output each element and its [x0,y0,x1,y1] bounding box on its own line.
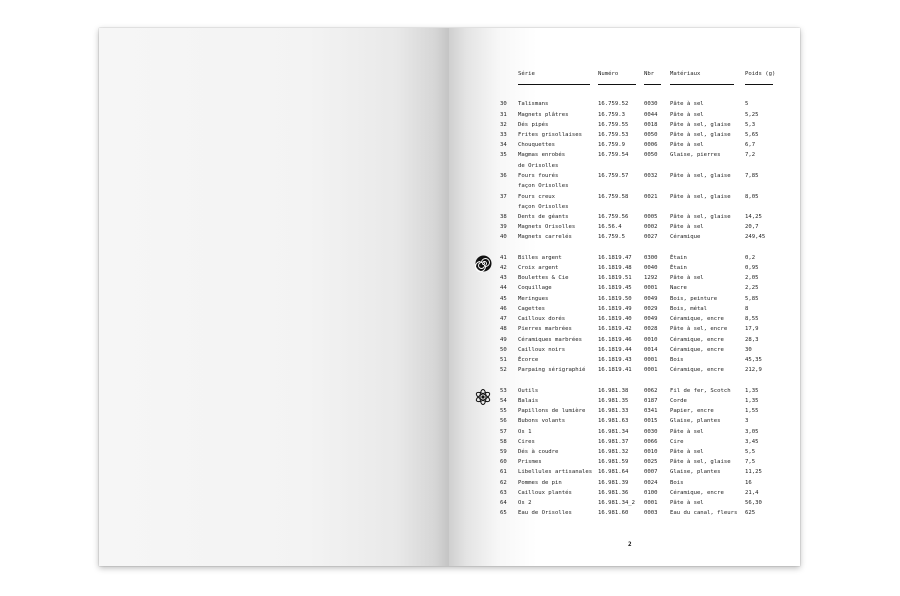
row-nbr: 0187 [644,398,658,404]
row-nbr: 0066 [644,439,658,445]
row-number: 61 [500,469,507,475]
row-serie: Dents de géants [518,214,569,220]
row-numero: 16.981.33 [598,408,629,414]
row-numero: 16.981.38 [598,388,629,394]
row-poids: 249,45 [745,234,766,240]
row-numero: 16.981.36 [598,490,629,496]
row-number: 31 [500,112,507,118]
row-numero: 16.56.4 [598,224,622,230]
row-materiaux: Céramique, encre [670,316,724,322]
row-numero: 16.759.56 [598,214,629,220]
row-serie: façon Orisolles [518,183,569,189]
row-serie: de Orisolles [518,163,559,169]
row-serie: Outils [518,388,539,394]
row-nbr: 0028 [644,326,658,332]
row-poids: 5,85 [745,296,759,302]
row-poids: 56,30 [745,500,762,506]
row-number: 36 [500,173,507,179]
row-numero: 16.759.55 [598,122,629,128]
row-nbr: 0025 [644,459,658,465]
row-materiaux: Bois [670,357,684,363]
row-number: 52 [500,367,507,373]
row-number: 48 [500,326,507,332]
row-serie: Fours fourés [518,173,559,179]
row-poids: 5,3 [745,122,756,128]
row-poids: 14,25 [745,214,762,220]
header-rule-numero [598,84,636,85]
header-nbr: Nbr [644,71,655,77]
row-numero: 16.759.57 [598,173,629,179]
row-nbr: 0032 [644,173,658,179]
row-serie: Magnets Orisolles [518,224,576,230]
row-serie: Pierres marbrées [518,326,572,332]
row-poids: 1,55 [745,408,759,414]
left-page-blank [99,28,449,566]
row-number: 57 [500,429,507,435]
row-serie: Prismes [518,459,542,465]
row-number: 38 [500,214,507,220]
row-number: 64 [500,500,507,506]
row-materiaux: Céramique [670,234,701,240]
row-nbr: 0049 [644,296,658,302]
row-nbr: 0003 [644,510,658,516]
row-nbr: 0021 [644,194,658,200]
row-serie: Cailloux noirs [518,347,566,353]
row-serie: Boulettes & Cie [518,275,569,281]
row-serie: Os 2 [518,500,532,506]
header-numero: Numéro [598,71,619,77]
row-materiaux: Bois [670,480,684,486]
row-materiaux: Pâte à sel [670,101,704,107]
row-nbr: 0050 [644,152,658,158]
row-numero: 16.981.63 [598,418,629,424]
row-materiaux: Cire [670,439,684,445]
row-poids: 7,2 [745,152,756,158]
row-serie: Chouquettes [518,142,556,148]
row-poids: 3,05 [745,429,759,435]
row-number: 46 [500,306,507,312]
row-nbr: 0005 [644,214,658,220]
row-poids: 7,5 [745,459,756,465]
header-rule-serie [518,84,590,85]
row-number: 62 [500,480,507,486]
row-numero: 16.1819.41 [598,367,632,373]
row-numero: 16.759.54 [598,152,629,158]
row-serie: Eau de Orisolles [518,510,572,516]
row-materiaux: Pâte à sel, glaise [670,214,731,220]
row-nbr: 1292 [644,275,658,281]
row-numero: 16.759.52 [598,101,629,107]
row-numero: 16.981.64 [598,469,629,475]
row-serie: Dés à coudre [518,449,559,455]
row-numero: 16.1819.48 [598,265,632,271]
row-poids: 11,25 [745,469,762,475]
row-materiaux: Papier, encre [670,408,714,414]
row-numero: 16.981.37 [598,439,629,445]
row-poids: 20,7 [745,224,759,230]
row-poids: 30 [745,347,752,353]
row-serie: Céramiques marbrées [518,337,582,343]
row-numero: 16.759.53 [598,132,629,138]
row-number: 41 [500,255,507,261]
row-numero: 16.1819.47 [598,255,632,261]
row-numero: 16.981.34 [598,429,629,435]
row-materiaux: Étain [670,255,687,261]
row-nbr: 0006 [644,142,658,148]
row-materiaux: Pâte à sel [670,449,704,455]
row-poids: 21,4 [745,490,759,496]
row-serie: Parpaing sérigraphié [518,367,586,373]
row-serie: Cires [518,439,535,445]
row-nbr: 0030 [644,101,658,107]
row-serie: Cailloux plantés [518,490,572,496]
row-numero: 16.1819.43 [598,357,632,363]
row-number: 59 [500,449,507,455]
row-poids: 5,65 [745,132,759,138]
row-numero: 16.981.59 [598,459,629,465]
row-serie: Croix argent [518,265,559,271]
row-numero: 16.759.3 [598,112,625,118]
row-materiaux: Pâte à sel, encre [670,326,728,332]
row-number: 44 [500,285,507,291]
row-serie: Magmas enrobés [518,152,566,158]
header-materiaux: Matériaux [670,71,701,77]
row-materiaux: Céramique, encre [670,347,724,353]
row-nbr: 0062 [644,388,658,394]
row-poids: 1,35 [745,398,759,404]
row-nbr: 0010 [644,337,658,343]
row-number: 56 [500,418,507,424]
row-nbr: 0030 [644,429,658,435]
row-numero: 16.1819.44 [598,347,632,353]
row-serie: Papillons de lumière [518,408,586,414]
header-serie: Série [518,71,535,77]
row-serie: Magnets carrelés [518,234,572,240]
row-serie: Magnets plâtres [518,112,569,118]
row-nbr: 0002 [644,224,658,230]
row-serie: Coquillage [518,285,552,291]
row-numero: 16.981.35 [598,398,629,404]
row-number: 47 [500,316,507,322]
header-rule-poids [745,84,773,85]
row-numero: 16.759.58 [598,194,629,200]
row-materiaux: Pâte à sel, glaise [670,194,731,200]
row-materiaux: Pâte à sel, glaise [670,173,731,179]
row-poids: 28,3 [745,337,759,343]
row-poids: 5 [745,101,749,107]
row-nbr: 0341 [644,408,658,414]
row-materiaux: Glaise, pierres [670,152,721,158]
row-materiaux: Fil de fer, Scotch [670,388,731,394]
row-materiaux: Pâte à sel [670,429,704,435]
row-serie: Meringues [518,296,549,302]
row-materiaux: Bois, métal [670,306,708,312]
row-number: 30 [500,101,507,107]
row-nbr: 0024 [644,480,658,486]
row-nbr: 0049 [644,316,658,322]
row-poids: 5,25 [745,112,759,118]
row-poids: 0,95 [745,265,759,271]
row-number: 60 [500,459,507,465]
row-poids: 0,2 [745,255,756,261]
header-rule-nbr [644,84,661,85]
row-numero: 16.1819.49 [598,306,632,312]
row-materiaux: Pâte à sel [670,224,704,230]
row-serie: façon Orisolles [518,204,569,210]
row-nbr: 0040 [644,265,658,271]
row-poids: 17,9 [745,326,759,332]
row-number: 58 [500,439,507,445]
row-materiaux: Pâte à sel, glaise [670,459,731,465]
row-numero: 16.1819.50 [598,296,632,302]
row-number: 42 [500,265,507,271]
row-number: 33 [500,132,507,138]
row-materiaux: Glaise, plantes [670,418,721,424]
row-nbr: 0015 [644,418,658,424]
row-number: 55 [500,408,507,414]
row-nbr: 0010 [644,449,658,455]
row-number: 65 [500,510,507,516]
row-number: 43 [500,275,507,281]
row-nbr: 0100 [644,490,658,496]
row-serie: Frites grisollaises [518,132,582,138]
row-materiaux: Glaise, plantes [670,469,721,475]
page-number: 2 [628,541,632,548]
row-numero: 16.1819.46 [598,337,632,343]
row-poids: 212,9 [745,367,762,373]
row-materiaux: Céramique, encre [670,367,724,373]
row-materiaux: Eau du canal, fleurs [670,510,738,516]
row-poids: 8,05 [745,194,759,200]
row-poids: 7,85 [745,173,759,179]
row-nbr: 0018 [644,122,658,128]
row-serie: Bubons volants [518,418,566,424]
row-numero: 16.1819.42 [598,326,632,332]
row-serie: Libellules artisanales [518,469,593,475]
row-poids: 2,25 [745,285,759,291]
row-poids: 625 [745,510,756,516]
row-number: 49 [500,337,507,343]
row-numero: 16.981.39 [598,480,629,486]
row-serie: Pommes de pin [518,480,562,486]
row-number: 50 [500,347,507,353]
header-poids: Poids (g) [745,71,776,77]
row-nbr: 0044 [644,112,658,118]
row-serie: Écorce [518,357,539,363]
row-numero: 16.981.60 [598,510,629,516]
row-numero: 16.981.34_2 [598,500,636,506]
row-nbr: 0007 [644,469,658,475]
row-numero: 16.1819.51 [598,275,632,281]
row-poids: 16 [745,480,752,486]
row-materiaux: Bois, peinture [670,296,718,302]
row-nbr: 0001 [644,500,658,506]
row-number: 37 [500,194,507,200]
spiral-icon [475,255,492,272]
row-materiaux: Corde [670,398,687,404]
row-number: 63 [500,490,507,496]
row-poids: 6,7 [745,142,756,148]
row-poids: 2,05 [745,275,759,281]
row-materiaux: Pâte à sel [670,112,704,118]
row-serie: Cagettes [518,306,545,312]
row-nbr: 0014 [644,347,658,353]
row-numero: 16.1819.45 [598,285,632,291]
row-poids: 45,35 [745,357,762,363]
row-materiaux: Céramique, encre [670,490,724,496]
row-number: 53 [500,388,507,394]
row-number: 32 [500,122,507,128]
row-serie: Dés pipés [518,122,549,128]
row-serie: Os 1 [518,429,532,435]
row-nbr: 0029 [644,306,658,312]
row-materiaux: Céramique, encre [670,337,724,343]
row-nbr: 0001 [644,367,658,373]
row-materiaux: Pâte à sel [670,142,704,148]
row-nbr: 0027 [644,234,658,240]
row-serie: Billes argent [518,255,562,261]
row-materiaux: Pâte à sel [670,500,704,506]
row-numero: 16.1819.40 [598,316,632,322]
row-number: 34 [500,142,507,148]
row-serie: Talismans [518,101,549,107]
header-rule-materiaux [670,84,734,85]
row-serie: Balais [518,398,539,404]
row-number: 45 [500,296,507,302]
row-poids: 1,35 [745,388,759,394]
row-nbr: 0300 [644,255,658,261]
row-number: 40 [500,234,507,240]
row-nbr: 0001 [644,357,658,363]
flower-icon [475,388,491,406]
row-numero: 16.759.9 [598,142,625,148]
row-numero: 16.981.32 [598,449,629,455]
row-serie: Cailloux dorés [518,316,566,322]
row-number: 39 [500,224,507,230]
row-number: 51 [500,357,507,363]
row-poids: 8,55 [745,316,759,322]
row-materiaux: Pâte à sel [670,275,704,281]
row-poids: 5,5 [745,449,756,455]
row-nbr: 0050 [644,132,658,138]
row-nbr: 0001 [644,285,658,291]
row-number: 35 [500,152,507,158]
row-poids: 3 [745,418,749,424]
row-materiaux: Pâte à sel, glaise [670,122,731,128]
row-serie: Fours creux [518,194,556,200]
row-poids: 8 [745,306,749,312]
row-materiaux: Pâte à sel, glaise [670,132,731,138]
row-number: 54 [500,398,507,404]
row-materiaux: Étain [670,265,687,271]
row-poids: 3,45 [745,439,759,445]
row-materiaux: Nacre [670,285,687,291]
row-numero: 16.759.5 [598,234,625,240]
